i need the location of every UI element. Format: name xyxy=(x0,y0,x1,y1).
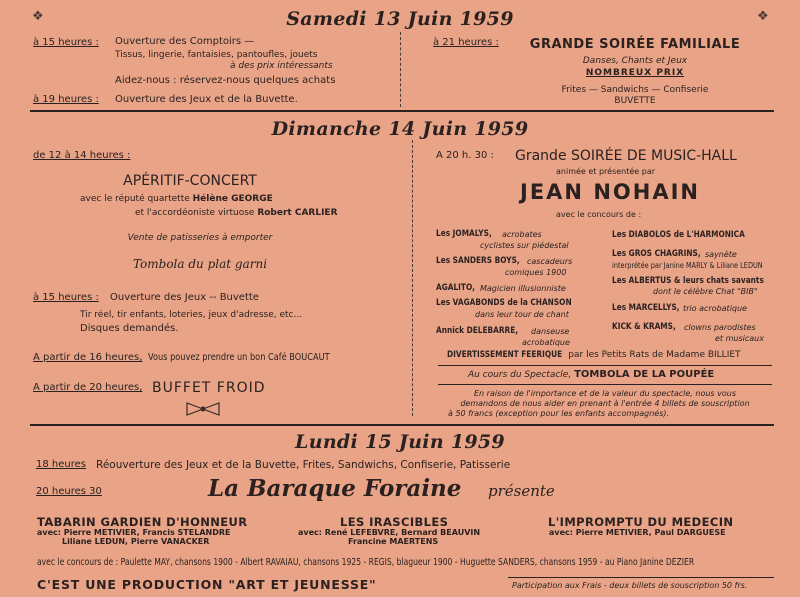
act-desc: trio acrobatique xyxy=(683,304,747,313)
souscription-note-3: à 50 francs (exception pour les enfants accompagnés). xyxy=(448,409,670,418)
day2-time3: A partir de 16 heures, xyxy=(33,352,143,363)
act-desc2: dans leur tour de chant xyxy=(475,310,569,319)
day3-time1: 18 heures xyxy=(36,459,86,470)
day1-right-sub1: Danses, Chants et Jeux xyxy=(582,56,688,66)
play-cast: avec: Pierre METIVIER, Paul DARGUESE xyxy=(549,528,726,537)
day1-right-title: GRANDE SOIRÉE FAMILIALE xyxy=(529,37,741,52)
day1-line1: Ouverture des Comptoirs — xyxy=(115,36,255,47)
day1-right-sub3: Frites — Sandwichs — Confiserie xyxy=(561,85,709,95)
aperitif-line1-name: Hélène GEORGE xyxy=(192,194,273,204)
aperitif-line1-text: avec le réputé quartette xyxy=(80,194,190,204)
day1-line3: à des prix intéressants xyxy=(230,61,333,71)
act-desc: acrobates xyxy=(502,230,542,239)
divertissement-desc: par les Petits Rats de Madame BILLIET xyxy=(568,350,741,360)
day2-right-time: A 20 h. 30 : xyxy=(436,150,494,161)
day3-title: Lundi 15 Juin 1959 xyxy=(295,431,505,453)
presented-by: animée et présentée par xyxy=(556,167,656,176)
with-concours: avec le concours de : xyxy=(556,210,642,219)
act-name: Les MARCELLYS, xyxy=(612,303,680,313)
tombola-rule xyxy=(438,384,772,385)
music-hall-title: Grande SOIRÉE DE MUSIC-HALL xyxy=(515,148,737,164)
aperitif-line2-name: Robert CARLIER xyxy=(257,208,338,218)
column-divider xyxy=(412,140,413,416)
day1-title: Samedi 13 Juin 1959 xyxy=(286,8,514,30)
divertissement-title: DIVERTISSEMENT FEERIQUE xyxy=(447,350,563,360)
play-cast: avec: René LEFEBVRE, Bernard BEAUVIN xyxy=(298,528,481,537)
day1-right-sub4: BUVETTE xyxy=(614,96,656,106)
divertissement xyxy=(447,350,741,360)
act-name: Les DIABOLOS de L'HARMONICA xyxy=(612,230,745,240)
bow-ornament-icon xyxy=(183,401,223,420)
act-name: AGALITO, xyxy=(436,283,475,293)
act-name: KICK & KRAMS, xyxy=(612,322,676,332)
act-desc2: cyclistes sur piédestal xyxy=(480,241,569,250)
tombola-rule xyxy=(438,365,772,366)
act-name: Les VAGABONDS de la CHANSON xyxy=(436,298,572,308)
aperitif-line2 xyxy=(135,208,338,218)
day1-line5: Ouverture des Jeux et de la Buvette. xyxy=(115,94,298,105)
act-desc2: dont le célèbre Chat "BIB" xyxy=(653,287,758,296)
corner-ornament-icon: ❖ xyxy=(757,9,769,24)
games-line3: Disques demandés. xyxy=(80,323,179,334)
act-name: Annick DELEBARRE, xyxy=(436,326,519,336)
day1-right-time: à 21 heures : xyxy=(433,37,499,48)
act-name: Les GROS CHAGRINS, xyxy=(612,249,701,259)
host-name: JEAN NOHAIN xyxy=(520,180,700,204)
day2-title: Dimanche 14 Juin 1959 xyxy=(271,118,529,140)
act-desc: danseuse xyxy=(531,327,570,336)
section-rule xyxy=(30,424,774,426)
presente-word: présente xyxy=(488,482,555,500)
tombola-poupee xyxy=(468,369,714,380)
tombola-poupee-intro: Au cours du Spectacle, xyxy=(468,370,572,380)
act-desc2: comiques 1900 xyxy=(505,268,567,277)
concours-line: avec le concours de : Paulette MAY, chansons 1900 - Albert RAVAIAU, chansons 1925 - REGIS, blagueur 1900 - Huguette SANDERS, chansons 1959 - au Piano Janine DEZIER xyxy=(37,557,695,568)
cafe-line: Vous pouvez prendre un bon Café BOUCAUT xyxy=(148,352,330,363)
games-open: Ouverture des Jeux -- Buvette xyxy=(110,292,259,303)
act-desc: clowns parodistes xyxy=(684,323,756,332)
act-name: Les JOMALYS, xyxy=(436,229,492,239)
souscription-note-2: demandons de nous aider en prenant à l'entrée 4 billets de souscription xyxy=(460,399,750,408)
day3-time2: 20 heures 30 xyxy=(36,486,102,497)
day1-line4: Aidez-nous : réservez-nous quelques achats xyxy=(115,75,336,86)
act-desc: saynète xyxy=(705,250,737,259)
buffet-froid: BUFFET FROID xyxy=(152,380,266,396)
tombola-poupee-title: TOMBOLA DE LA POUPÉE xyxy=(574,369,715,380)
act-desc2: interprétée par Janine MARLY & Liliane LEDUN xyxy=(612,261,763,270)
day3-line1: Réouverture des Jeux et de la Buvette, Frites, Sandwichs, Confiserie, Patisserie xyxy=(96,459,511,471)
play-cast: avec: Pierre METIVIER, Francis STELANDRE xyxy=(37,528,231,537)
souscription-note-1: En raison de l'importance et de la valeur du spectacle, nous vous xyxy=(473,389,736,398)
act-desc: Magicien illusionniste xyxy=(480,284,566,293)
aperitif-line1 xyxy=(80,194,273,204)
day2-time4: A partir de 20 heures, xyxy=(33,382,143,393)
play-title: L'IMPROMPTU DU MEDECIN xyxy=(548,515,734,529)
production-line: C'EST UNE PRODUCTION "ART ET JEUNESSE" xyxy=(37,577,377,592)
day1-time1: à 15 heures : xyxy=(33,37,99,48)
baraque-foraine: La Baraque Foraine xyxy=(208,475,462,502)
pastry-sale: Vente de patisseries à emporter xyxy=(127,233,273,243)
play-cast: Liliane LEDUN, Pierre VANACKER xyxy=(62,537,210,546)
play-title: TABARIN GARDIEN D'HONNEUR xyxy=(37,515,248,529)
day2-time2: à 15 heures : xyxy=(33,292,99,303)
column-divider xyxy=(400,32,401,107)
act-desc: cascadeurs xyxy=(527,257,573,266)
participation-rule xyxy=(508,577,774,578)
tombola-plat: Tombola du plat garni xyxy=(132,257,268,271)
section-rule xyxy=(30,110,774,112)
day1-time2: à 19 heures : xyxy=(33,94,99,105)
corner-ornament-icon: ❖ xyxy=(32,9,44,24)
day1-line2: Tissus, lingerie, fantaisies, pantoufles, jouets xyxy=(115,50,318,60)
aperitif-title: APÉRITIF-CONCERT xyxy=(123,173,257,189)
act-name: Les SANDERS BOYS, xyxy=(436,256,520,266)
play-cast: Francine MAERTENS xyxy=(348,537,439,546)
aperitif-line2-text: et l'accordéoniste virtuose xyxy=(135,208,255,218)
day2-time1: de 12 à 14 heures : xyxy=(33,150,131,161)
play-title: LES IRASCIBLES xyxy=(340,515,449,529)
day1-right-sub2: NOMBREUX PRIX xyxy=(585,68,685,78)
act-name: Les ALBERTUS & leurs chats savants xyxy=(612,276,764,286)
participation-line: Participation aux Frais - deux billets de souscription 50 frs. xyxy=(512,581,748,590)
games-line2: Tir réel, tir enfants, loteries, jeux d'adresse, etc... xyxy=(80,310,303,320)
act-desc2: acrobatique xyxy=(522,338,570,347)
act-desc2: et musicaux xyxy=(715,334,764,343)
